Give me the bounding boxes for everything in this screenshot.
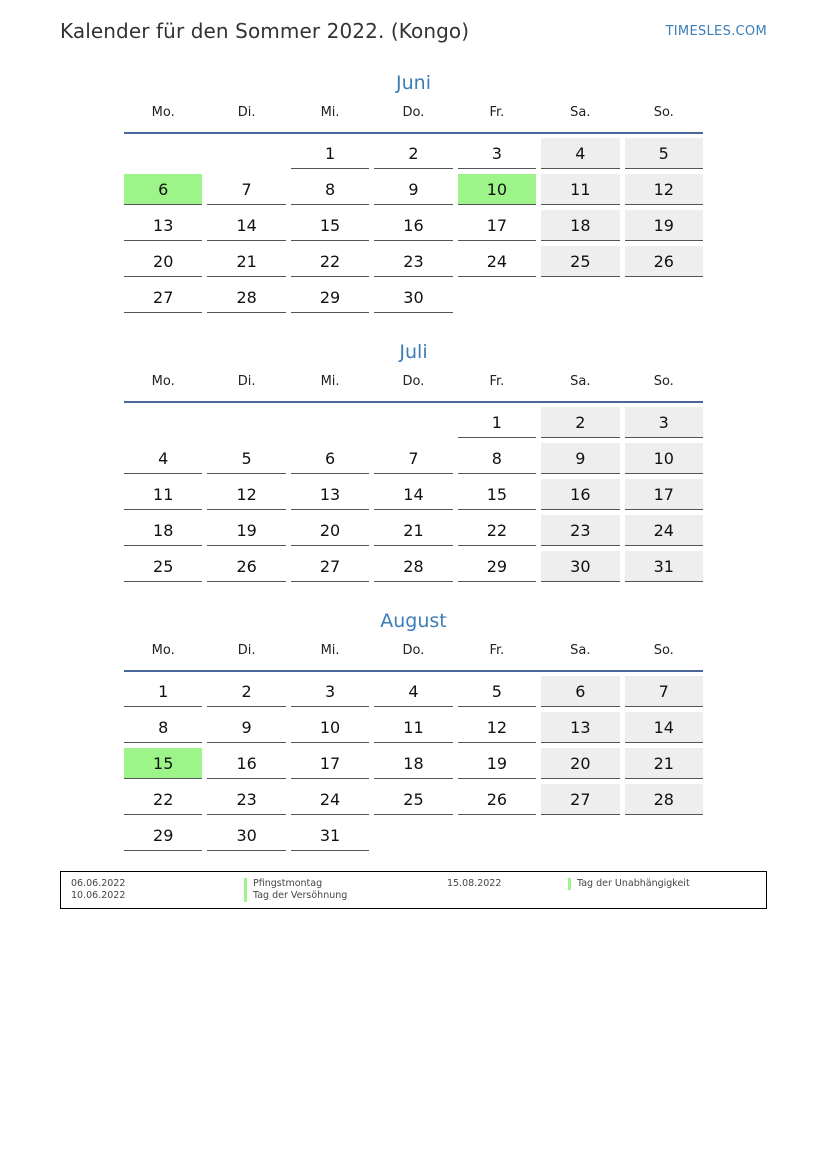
empty-day-cell <box>458 282 536 313</box>
day-cell: 22 <box>458 515 536 546</box>
legend-holiday-name: Pfingstmontag <box>244 878 322 890</box>
legend-holiday-name: Tag der Versöhnung <box>244 890 347 902</box>
day-cell: 4 <box>124 443 202 474</box>
day-cell: 15 <box>291 210 369 241</box>
weekend-day-cell: 4 <box>541 138 619 169</box>
day-cell: 25 <box>374 784 452 815</box>
day-cell: 27 <box>291 551 369 582</box>
weekend-day-cell: 17 <box>625 479 703 510</box>
day-cell: 22 <box>291 246 369 277</box>
holiday-day-cell: 10 <box>458 174 536 205</box>
day-cell: 31 <box>291 820 369 851</box>
week-grid <box>124 407 703 587</box>
weekday-label: Fr. <box>489 105 505 120</box>
empty-day-cell <box>124 407 202 438</box>
week-grid <box>124 676 703 856</box>
day-cell: 18 <box>124 515 202 546</box>
day-cell: 30 <box>374 282 452 313</box>
day-cell: 4 <box>374 676 452 707</box>
weekend-day-cell: 14 <box>625 712 703 743</box>
day-cell: 12 <box>458 712 536 743</box>
legend-date: 15.08.2022 <box>447 878 502 889</box>
day-cell: 21 <box>207 246 285 277</box>
day-cell: 23 <box>207 784 285 815</box>
week-row <box>124 712 703 748</box>
header-divider <box>124 401 703 403</box>
weekday-label: Mo. <box>151 374 175 389</box>
day-cell: 26 <box>458 784 536 815</box>
week-row <box>124 551 703 587</box>
weekday-label: Di. <box>237 643 256 658</box>
page-title: Kalender für den Sommer 2022. (Kongo) <box>60 19 470 43</box>
weekend-day-cell: 25 <box>541 246 619 277</box>
weekend-day-cell: 12 <box>625 174 703 205</box>
day-cell: 7 <box>374 443 452 474</box>
month-title: Juli <box>399 341 428 363</box>
day-cell: 13 <box>124 210 202 241</box>
weekday-label: Di. <box>237 374 256 389</box>
day-cell: 29 <box>291 282 369 313</box>
empty-day-cell <box>374 820 452 851</box>
day-cell: 6 <box>291 443 369 474</box>
week-row <box>124 748 703 784</box>
weekday-header <box>124 100 703 126</box>
day-cell: 16 <box>374 210 452 241</box>
empty-day-cell <box>207 407 285 438</box>
weekday-label: Mi. <box>320 105 340 120</box>
legend-entry <box>71 878 371 890</box>
weekend-day-cell: 30 <box>541 551 619 582</box>
week-row <box>124 820 703 856</box>
day-cell: 5 <box>458 676 536 707</box>
brand-link[interactable]: TIMESLES.COM <box>665 24 767 39</box>
week-row <box>124 515 703 551</box>
day-cell: 29 <box>124 820 202 851</box>
day-cell: 18 <box>374 748 452 779</box>
weekend-day-cell: 18 <box>541 210 619 241</box>
weekend-day-cell: 7 <box>625 676 703 707</box>
weekend-day-cell: 3 <box>625 407 703 438</box>
weekend-day-cell: 31 <box>625 551 703 582</box>
day-cell: 19 <box>207 515 285 546</box>
day-cell: 11 <box>124 479 202 510</box>
weekend-day-cell: 21 <box>625 748 703 779</box>
day-cell: 19 <box>458 748 536 779</box>
weekend-day-cell: 23 <box>541 515 619 546</box>
holiday-day-cell: 6 <box>124 174 202 205</box>
day-cell: 9 <box>207 712 285 743</box>
day-cell: 30 <box>207 820 285 851</box>
legend-holiday-name: Tag der Unabhängigkeit <box>568 878 690 890</box>
header-divider <box>124 670 703 672</box>
holiday-legend <box>60 871 767 909</box>
day-cell: 8 <box>291 174 369 205</box>
weekday-label: Di. <box>237 105 256 120</box>
weekday-label: Do. <box>402 643 425 658</box>
day-cell: 1 <box>124 676 202 707</box>
day-cell: 28 <box>207 282 285 313</box>
empty-day-cell <box>541 282 619 313</box>
month-july <box>124 338 703 587</box>
day-cell: 22 <box>124 784 202 815</box>
legend-entry <box>71 890 371 902</box>
weekend-day-cell: 2 <box>541 407 619 438</box>
day-cell: 8 <box>124 712 202 743</box>
day-cell: 9 <box>374 174 452 205</box>
weekend-day-cell: 16 <box>541 479 619 510</box>
week-row <box>124 676 703 712</box>
weekend-day-cell: 20 <box>541 748 619 779</box>
weekend-day-cell: 27 <box>541 784 619 815</box>
day-cell: 2 <box>207 676 285 707</box>
day-cell: 15 <box>458 479 536 510</box>
empty-day-cell <box>207 138 285 169</box>
day-cell: 14 <box>374 479 452 510</box>
holiday-day-cell: 15 <box>124 748 202 779</box>
empty-day-cell <box>374 407 452 438</box>
weekend-day-cell: 19 <box>625 210 703 241</box>
week-row <box>124 407 703 443</box>
legend-date: 10.06.2022 <box>71 890 126 901</box>
weekday-label: Sa. <box>570 374 591 389</box>
weekday-label: Do. <box>402 105 425 120</box>
weekday-label: Mo. <box>151 105 175 120</box>
weekday-label: So. <box>653 105 674 120</box>
empty-day-cell <box>124 138 202 169</box>
empty-day-cell <box>625 282 703 313</box>
day-cell: 13 <box>291 479 369 510</box>
weekday-label: Fr. <box>489 374 505 389</box>
weekend-day-cell: 13 <box>541 712 619 743</box>
month-august <box>124 607 703 856</box>
day-cell: 1 <box>291 138 369 169</box>
day-cell: 10 <box>291 712 369 743</box>
weekday-label: So. <box>653 374 674 389</box>
month-june <box>124 69 703 318</box>
week-row <box>124 138 703 174</box>
weekend-day-cell: 26 <box>625 246 703 277</box>
month-title: Juni <box>396 72 431 94</box>
weekday-header <box>124 369 703 395</box>
day-cell: 20 <box>124 246 202 277</box>
day-cell: 25 <box>124 551 202 582</box>
weekend-day-cell: 28 <box>625 784 703 815</box>
weekday-label: Do. <box>402 374 425 389</box>
weekend-day-cell: 6 <box>541 676 619 707</box>
weekend-day-cell: 11 <box>541 174 619 205</box>
week-row <box>124 210 703 246</box>
day-cell: 7 <box>207 174 285 205</box>
weekend-day-cell: 10 <box>625 443 703 474</box>
weekend-day-cell: 24 <box>625 515 703 546</box>
empty-day-cell <box>541 820 619 851</box>
empty-day-cell <box>291 407 369 438</box>
day-cell: 23 <box>374 246 452 277</box>
weekend-day-cell: 5 <box>625 138 703 169</box>
legend-date: 06.06.2022 <box>71 878 126 889</box>
day-cell: 11 <box>374 712 452 743</box>
day-cell: 3 <box>458 138 536 169</box>
weekend-day-cell: 9 <box>541 443 619 474</box>
day-cell: 17 <box>458 210 536 241</box>
empty-day-cell <box>458 820 536 851</box>
weekday-label: Sa. <box>570 643 591 658</box>
week-row <box>124 479 703 515</box>
header-divider <box>124 132 703 134</box>
weekday-label: Sa. <box>570 105 591 120</box>
week-grid <box>124 138 703 318</box>
day-cell: 21 <box>374 515 452 546</box>
empty-day-cell <box>625 820 703 851</box>
weekday-label: Mi. <box>320 643 340 658</box>
weekday-label: So. <box>653 643 674 658</box>
weekday-header <box>124 638 703 664</box>
day-cell: 26 <box>207 551 285 582</box>
day-cell: 2 <box>374 138 452 169</box>
day-cell: 24 <box>291 784 369 815</box>
day-cell: 24 <box>458 246 536 277</box>
day-cell: 27 <box>124 282 202 313</box>
day-cell: 1 <box>458 407 536 438</box>
day-cell: 28 <box>374 551 452 582</box>
legend-entry <box>447 878 747 890</box>
day-cell: 8 <box>458 443 536 474</box>
day-cell: 16 <box>207 748 285 779</box>
week-row <box>124 174 703 210</box>
day-cell: 5 <box>207 443 285 474</box>
day-cell: 14 <box>207 210 285 241</box>
month-title: August <box>380 610 447 632</box>
weekday-label: Mo. <box>151 643 175 658</box>
day-cell: 12 <box>207 479 285 510</box>
day-cell: 17 <box>291 748 369 779</box>
weekday-label: Fr. <box>489 643 505 658</box>
week-row <box>124 282 703 318</box>
week-row <box>124 784 703 820</box>
day-cell: 20 <box>291 515 369 546</box>
day-cell: 29 <box>458 551 536 582</box>
week-row <box>124 443 703 479</box>
week-row <box>124 246 703 282</box>
weekday-label: Mi. <box>320 374 340 389</box>
day-cell: 3 <box>291 676 369 707</box>
